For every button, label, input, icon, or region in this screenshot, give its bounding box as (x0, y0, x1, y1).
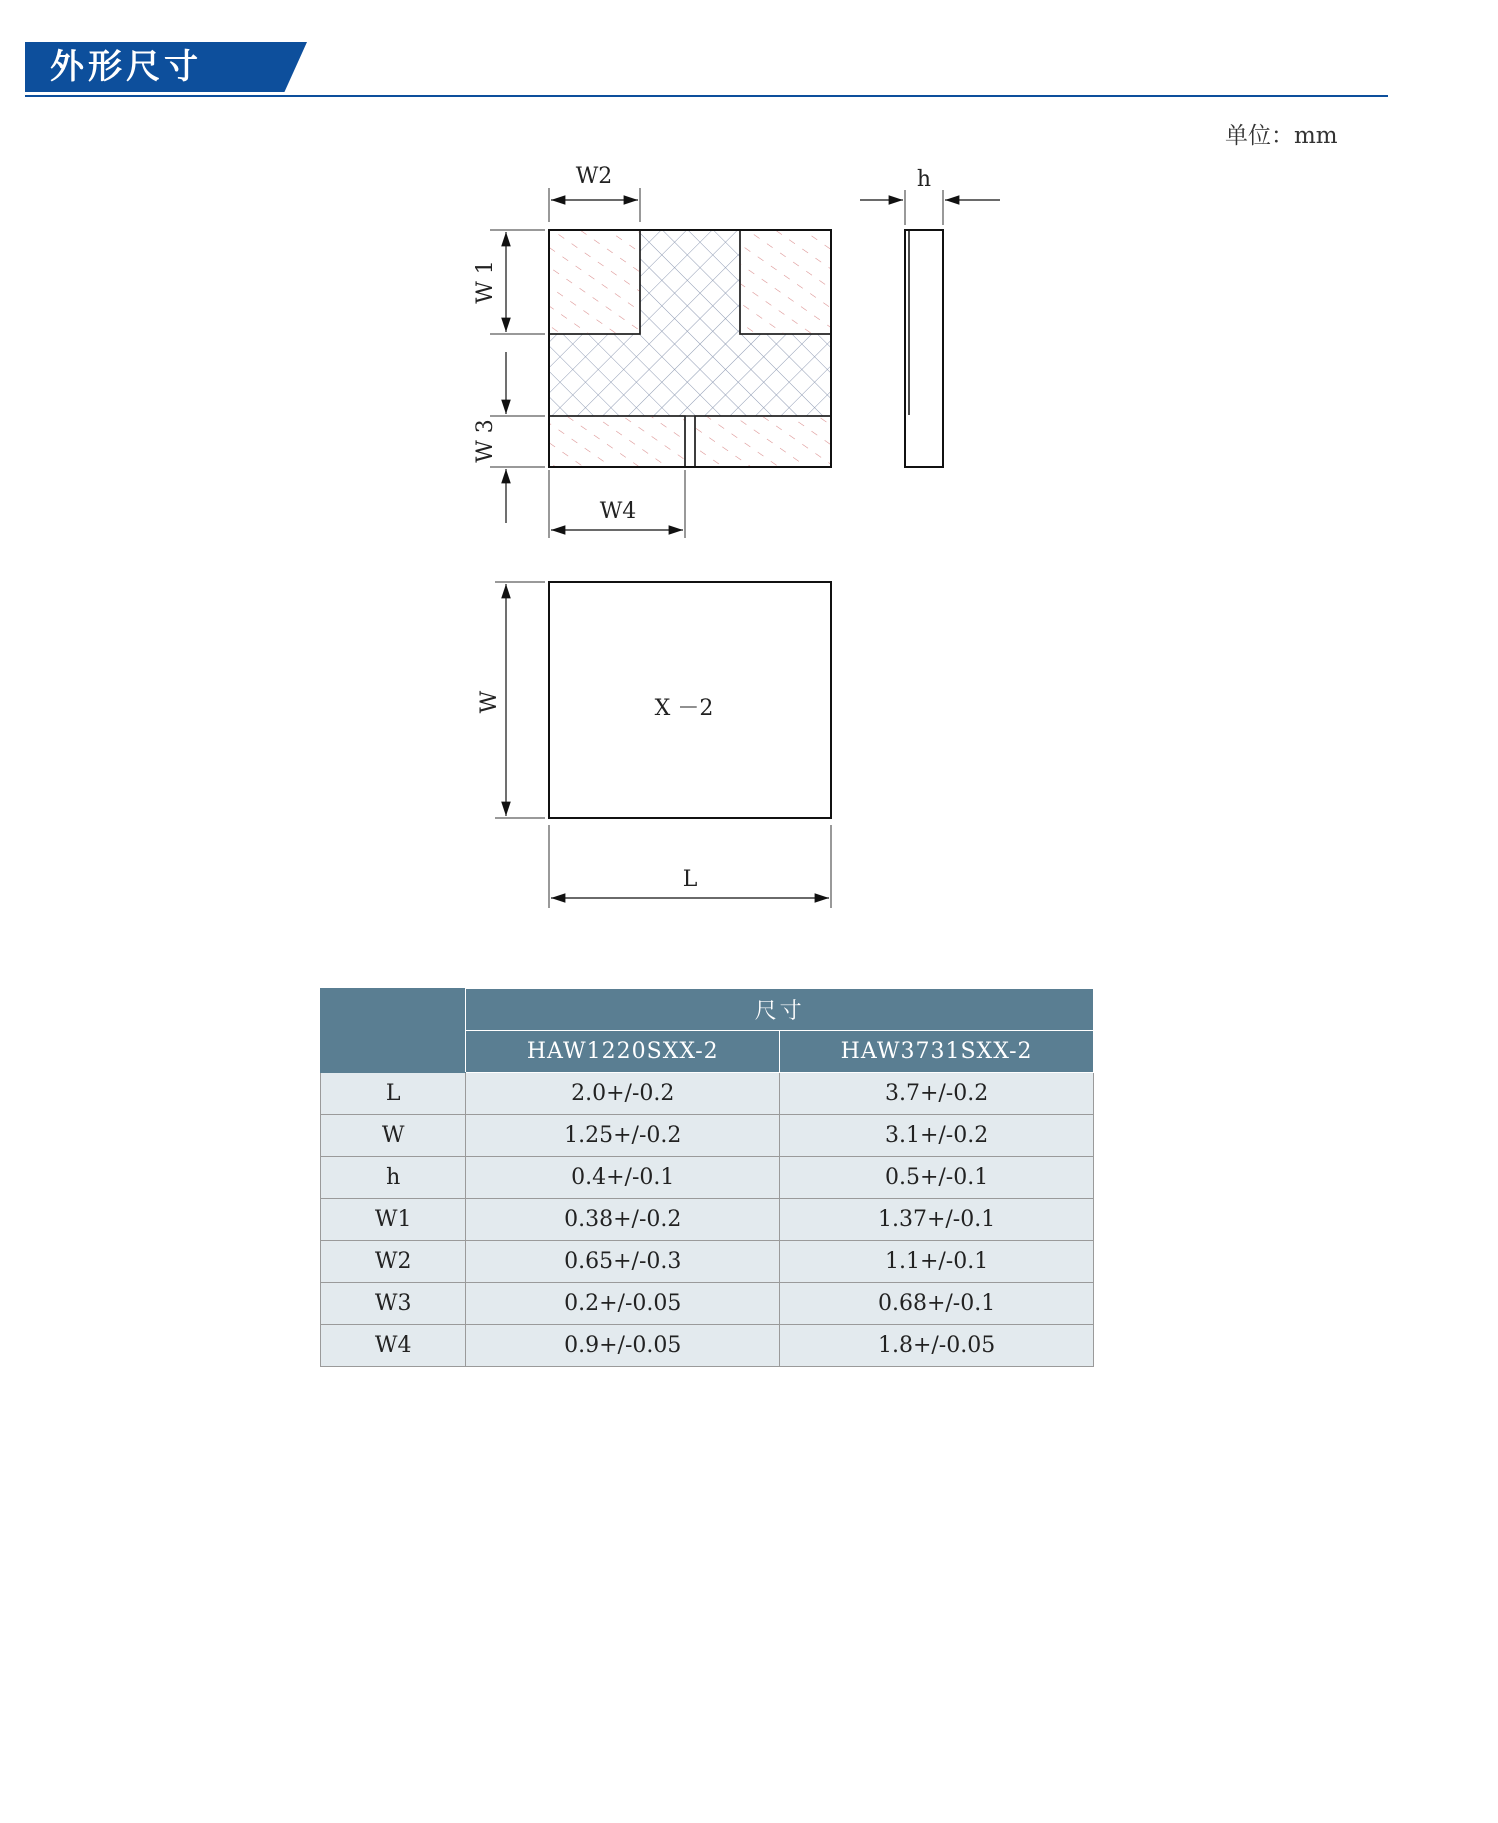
dim-w2 (549, 164, 640, 222)
value-cell: 0.68+/-0.1 (780, 1283, 1094, 1325)
bottom-view (549, 582, 831, 818)
value-cell: 0.38+/-0.2 (466, 1199, 780, 1241)
dim-h (860, 167, 1000, 225)
dim-w1 (473, 230, 545, 334)
param-cell: W (321, 1115, 466, 1157)
dim-w4 (549, 470, 685, 538)
table-row (321, 1283, 1094, 1325)
param-cell: W1 (321, 1199, 466, 1241)
dim-l (549, 825, 831, 908)
table-corner (321, 989, 466, 1073)
table-row (321, 1157, 1094, 1199)
value-cell: 0.4+/-0.1 (466, 1157, 780, 1199)
label-w4: W4 (599, 499, 637, 524)
value-cell: 2.0+/-0.2 (466, 1073, 780, 1115)
dimension-table (320, 988, 1094, 1367)
param-cell: W2 (321, 1241, 466, 1283)
value-cell: 3.1+/-0.2 (780, 1115, 1094, 1157)
model-header: HAW1220SXX-2 (466, 1031, 780, 1073)
dim-w3 (473, 352, 545, 523)
param-cell: h (321, 1157, 466, 1199)
table-row (321, 1325, 1094, 1367)
top-view (549, 230, 831, 467)
value-cell: 1.25+/-0.2 (466, 1115, 780, 1157)
model-header: HAW3731SXX-2 (780, 1031, 1094, 1073)
value-cell: 1.1+/-0.1 (780, 1241, 1094, 1283)
table-row (321, 1241, 1094, 1283)
value-cell: 1.8+/-0.05 (780, 1325, 1094, 1367)
value-cell: 1.37+/-0.1 (780, 1199, 1094, 1241)
side-view (905, 230, 943, 467)
label-w3: W 3 (473, 419, 498, 463)
label-w: W (477, 690, 502, 714)
label-w2: W2 (575, 164, 613, 189)
dim-w (477, 582, 545, 818)
value-cell: 0.5+/-0.1 (780, 1157, 1094, 1199)
param-cell: W3 (321, 1283, 466, 1325)
table-row (321, 1199, 1094, 1241)
param-cell: W4 (321, 1325, 466, 1367)
unit-label: 单位：mm (1225, 123, 1338, 149)
part-marking: X －2 (654, 696, 714, 721)
table-group-header: 尺寸 (466, 989, 1094, 1031)
value-cell: 0.2+/-0.05 (466, 1283, 780, 1325)
label-l: L (682, 867, 698, 892)
value-cell: 0.65+/-0.3 (466, 1241, 780, 1283)
section-title: 外形尺寸 (50, 47, 202, 87)
table-row (321, 1073, 1094, 1115)
param-cell: L (321, 1073, 466, 1115)
value-cell: 0.9+/-0.05 (466, 1325, 780, 1367)
value-cell: 3.7+/-0.2 (780, 1073, 1094, 1115)
table-row (321, 1115, 1094, 1157)
label-h: h (916, 167, 932, 192)
label-w1: W 1 (473, 260, 498, 304)
